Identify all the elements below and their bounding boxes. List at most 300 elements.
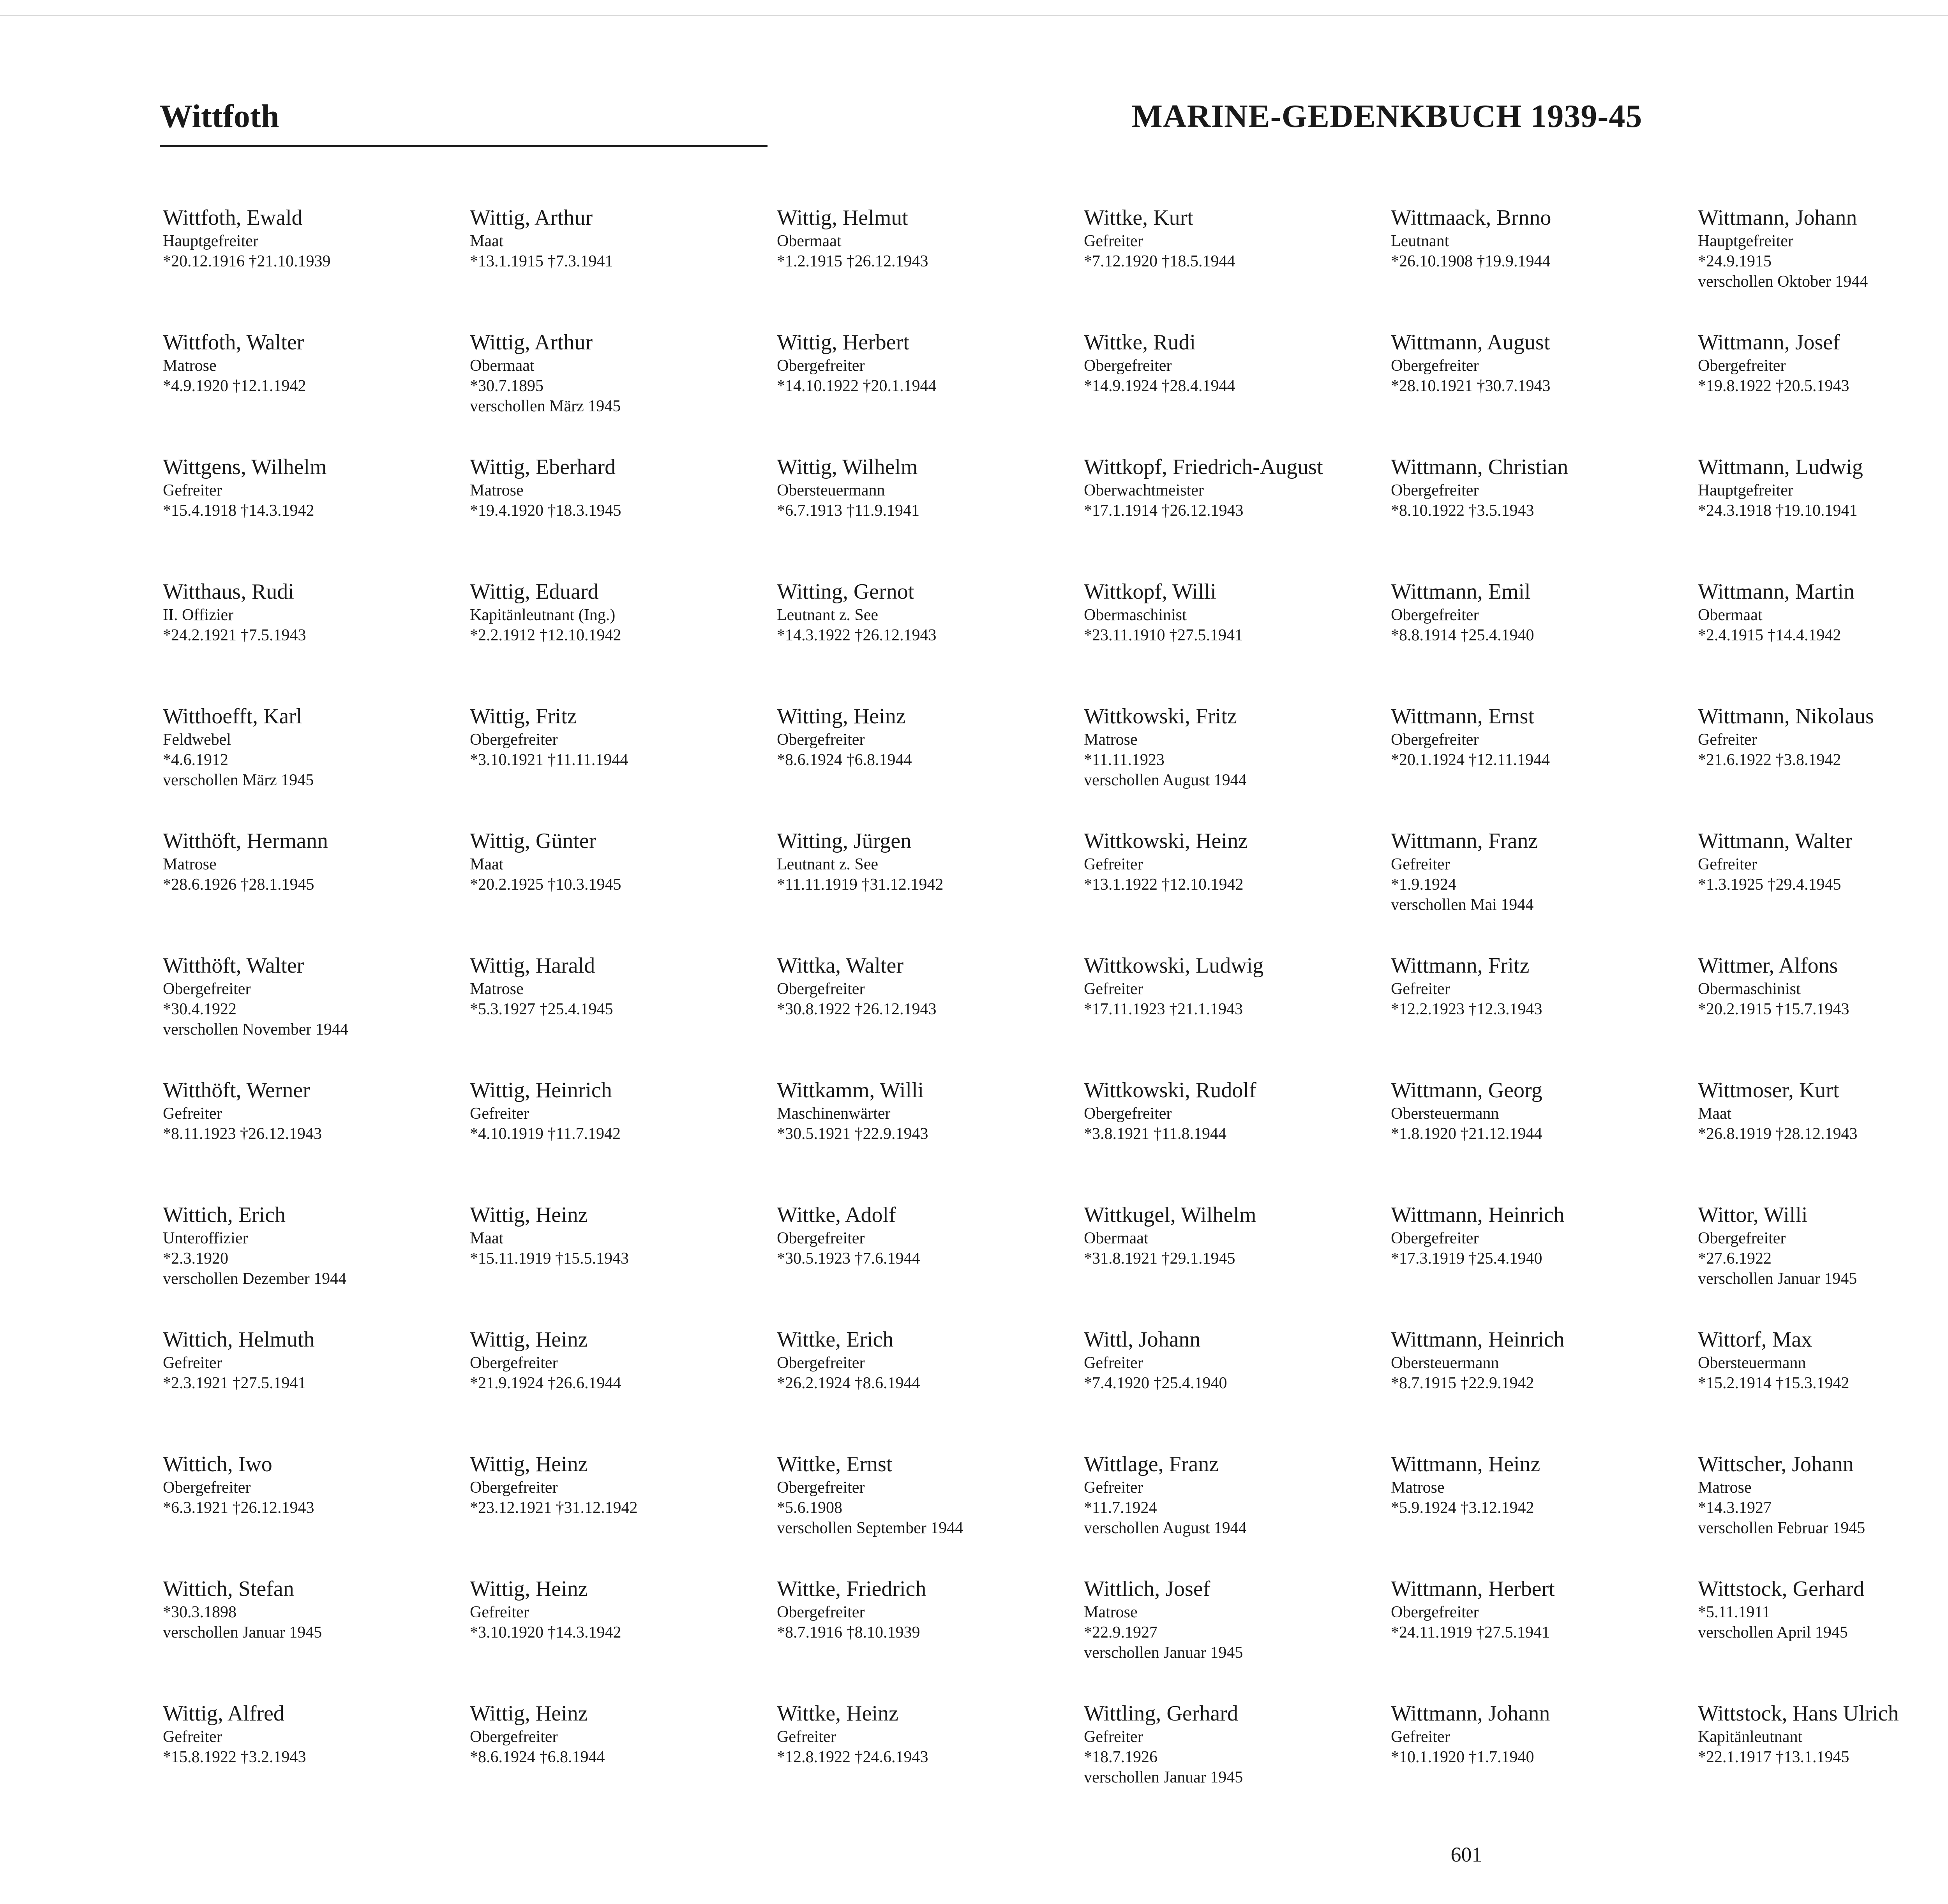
entry-dates: *5.3.1927 †25.4.1945 xyxy=(470,1000,613,1018)
entry-dates: *23.11.1910 †27.5.1941 xyxy=(1084,626,1243,644)
entry-dates: *1.8.1920 †21.12.1944 xyxy=(1391,1125,1542,1143)
entry-rank: Gefreiter xyxy=(1391,855,1450,873)
entry-rank: Obergefreiter xyxy=(163,1479,251,1497)
entry-note: verschollen Januar 1945 xyxy=(1084,1768,1243,1786)
entry-name: Wittkowski, Heinz xyxy=(1084,829,1248,853)
memorial-entry xyxy=(1084,329,1391,454)
memorial-entry xyxy=(163,1451,470,1576)
entry-rank: Gefreiter xyxy=(163,1354,222,1372)
memorial-entry xyxy=(470,329,777,454)
entry-name: Wittmann, Nikolaus xyxy=(1698,704,1874,728)
entry-dates: *26.8.1919 †28.12.1943 xyxy=(1698,1125,1858,1143)
entry-name: Wittke, Heinz xyxy=(777,1701,898,1726)
entry-name: Wittig, Heinz xyxy=(470,1452,588,1476)
memorial-entry xyxy=(163,578,470,703)
entry-name: Witthoefft, Karl xyxy=(163,704,302,728)
entry-dates: *17.3.1919 †25.4.1940 xyxy=(1391,1250,1542,1268)
entry-dates: *2.4.1915 †14.4.1942 xyxy=(1698,626,1841,644)
entry-rank: Obergefreiter xyxy=(777,357,865,375)
entry-dates: *19.8.1922 †20.5.1943 xyxy=(1698,377,1849,395)
memorial-entry xyxy=(1391,454,1698,578)
entry-dates: *20.1.1924 †12.11.1944 xyxy=(1391,751,1550,769)
memorial-entry xyxy=(1391,1202,1698,1326)
entry-rank: Gefreiter xyxy=(1391,1728,1450,1746)
entry-rank: Gefreiter xyxy=(1698,855,1757,873)
entry-dates: *31.8.1921 †29.1.1945 xyxy=(1084,1250,1235,1268)
entry-rank: Gefreiter xyxy=(470,1105,529,1123)
entry-rank: Gefreiter xyxy=(1084,232,1143,250)
entry-dates: *11.11.1923 xyxy=(1084,751,1165,769)
entry-rank: Maschinenwärter xyxy=(777,1105,891,1123)
entry-name: Wittkopf, Friedrich-August xyxy=(1084,455,1323,479)
entry-name: Wittke, Friedrich xyxy=(777,1577,926,1601)
memorial-entry xyxy=(777,1700,1084,1825)
memorial-entry xyxy=(1084,1077,1391,1202)
entry-dates: *30.5.1923 †7.6.1944 xyxy=(777,1250,920,1268)
entry-dates: *12.2.1923 †12.3.1943 xyxy=(1391,1000,1542,1018)
memorial-entries xyxy=(163,205,1948,1825)
entry-name: Wittmann, Fritz xyxy=(1391,954,1530,978)
entry-name: Wittke, Rudi xyxy=(1084,330,1196,354)
entry-dates: *6.7.1913 †11.9.1941 xyxy=(777,502,919,520)
entry-rank: Obergefreiter xyxy=(163,980,251,998)
entry-dates: *3.10.1920 †14.3.1942 xyxy=(470,1624,621,1641)
entry-dates: *26.10.1908 †19.9.1944 xyxy=(1391,252,1551,270)
memorial-entry xyxy=(1084,828,1391,952)
entry-dates: *17.1.1914 †26.12.1943 xyxy=(1084,502,1244,520)
entry-dates: *4.6.1912 xyxy=(163,751,228,769)
entry-dates: *15.2.1914 †15.3.1942 xyxy=(1698,1374,1849,1392)
entry-rank: Obergefreiter xyxy=(470,1354,558,1372)
entry-rank: Leutnant z. See xyxy=(777,606,879,624)
header-first-name: Wittfoth xyxy=(160,98,279,134)
entry-name: Wittmann, Ernst xyxy=(1391,704,1534,728)
entry-rank: Matrose xyxy=(163,357,217,375)
entry-rank: Obergefreiter xyxy=(1698,357,1786,375)
memorial-entry xyxy=(1084,1202,1391,1326)
entry-name: Witthaus, Rudi xyxy=(163,580,294,604)
entry-rank: Obersteuermann xyxy=(1391,1105,1499,1123)
entry-dates: *18.7.1926 xyxy=(1084,1748,1158,1766)
entry-name: Wittkowski, Rudolf xyxy=(1084,1078,1256,1102)
entry-dates: *8.7.1915 †22.9.1942 xyxy=(1391,1374,1534,1392)
entry-name: Wittfoth, Walter xyxy=(163,330,304,354)
memorial-entry xyxy=(1084,1451,1391,1576)
entry-name: Wittmann, Georg xyxy=(1391,1078,1542,1102)
entry-rank: Obergefreiter xyxy=(1084,357,1172,375)
memorial-entry xyxy=(1084,205,1391,329)
entry-rank: Obergefreiter xyxy=(1084,1105,1172,1123)
entry-dates: *3.8.1921 †11.8.1944 xyxy=(1084,1125,1226,1143)
entry-note: verschollen Oktober 1944 xyxy=(1698,273,1868,291)
entry-name: Wittorf, Max xyxy=(1698,1328,1812,1352)
memorial-entry xyxy=(1391,703,1698,828)
entry-name: Witting, Heinz xyxy=(777,704,906,728)
memorial-entry xyxy=(1698,1326,1948,1451)
entry-dates: *12.8.1922 †24.6.1943 xyxy=(777,1748,928,1766)
entry-note: verschollen Dezember 1944 xyxy=(163,1270,347,1288)
entry-name: Wittmann, Heinrich xyxy=(1391,1328,1565,1352)
memorial-entry xyxy=(1698,454,1948,578)
entry-name: Wittke, Ernst xyxy=(777,1452,893,1476)
entry-rank: Gefreiter xyxy=(470,1603,529,1621)
entry-dates: *2.3.1920 xyxy=(163,1250,228,1268)
entry-name: Wittkowski, Fritz xyxy=(1084,704,1237,728)
entry-rank: Gefreiter xyxy=(1084,1354,1143,1372)
entry-note: verschollen Januar 1945 xyxy=(1698,1270,1857,1288)
memorial-entry xyxy=(777,454,1084,578)
entry-note: verschollen Januar 1945 xyxy=(163,1624,322,1641)
memorial-entry xyxy=(1698,578,1948,703)
entry-dates: *21.6.1922 †3.8.1942 xyxy=(1698,751,1841,769)
memorial-entry xyxy=(163,1326,470,1451)
memorial-entry xyxy=(163,952,470,1077)
entry-name: Wittig, Fritz xyxy=(470,704,577,728)
memorial-entry xyxy=(1084,952,1391,1077)
entry-dates: *10.1.1920 †1.7.1940 xyxy=(1391,1748,1534,1766)
entry-rank: Gefreiter xyxy=(163,1105,222,1123)
memorial-entry xyxy=(470,1576,777,1700)
entry-dates: *22.1.1917 †13.1.1945 xyxy=(1698,1748,1849,1766)
entry-rank: Gefreiter xyxy=(1698,731,1757,749)
memorial-entry xyxy=(470,1202,777,1326)
entry-rank: Kapitänleutnant xyxy=(1698,1728,1803,1746)
entry-name: Wittlich, Josef xyxy=(1084,1577,1210,1601)
entry-name: Wittmann, Johann xyxy=(1391,1701,1550,1726)
entry-rank: Matrose xyxy=(1084,731,1138,749)
entry-name: Wittkowski, Ludwig xyxy=(1084,954,1264,978)
memorial-entry xyxy=(163,1700,470,1825)
entry-dates: *27.6.1922 xyxy=(1698,1250,1772,1268)
entry-name: Wittmann, Josef xyxy=(1698,330,1840,354)
entry-name: Wittmaack, Brnno xyxy=(1391,206,1551,230)
entry-note: verschollen März 1945 xyxy=(470,397,621,415)
memorial-entry xyxy=(777,1077,1084,1202)
memorial-entry xyxy=(470,1326,777,1451)
entry-name: Witting, Gernot xyxy=(777,580,914,604)
entry-name: Wittig, Arthur xyxy=(470,206,593,230)
memorial-entry xyxy=(1084,1576,1391,1700)
entry-dates: *15.4.1918 †14.3.1942 xyxy=(163,502,314,520)
entry-rank: Gefreiter xyxy=(1084,1728,1143,1746)
entry-dates: *30.7.1895 xyxy=(470,377,543,395)
entry-name: Wittig, Eberhard xyxy=(470,455,616,479)
entry-dates: *26.2.1924 †8.6.1944 xyxy=(777,1374,920,1392)
entry-rank: Hauptgefreiter xyxy=(163,232,258,250)
entry-dates: *1.3.1925 †29.4.1945 xyxy=(1698,876,1841,894)
entry-rank: Matrose xyxy=(163,855,217,873)
memorial-entry xyxy=(1084,454,1391,578)
entry-rank: Obermaat xyxy=(777,232,842,250)
entry-rank: Obergefreiter xyxy=(777,980,865,998)
entry-rank: Obermaschinist xyxy=(1698,980,1801,998)
page-edge-top xyxy=(0,15,1948,16)
memorial-entry xyxy=(1084,578,1391,703)
entry-name: Wittke, Erich xyxy=(777,1328,894,1352)
memorial-entry xyxy=(1084,703,1391,828)
entry-name: Wittich, Iwo xyxy=(163,1452,272,1476)
entry-dates: *2.2.1912 †12.10.1942 xyxy=(470,626,621,644)
entry-name: Wittig, Günter xyxy=(470,829,596,853)
entry-name: Wittmann, Herbert xyxy=(1391,1577,1555,1601)
entry-name: Wittmann, Christian xyxy=(1391,455,1569,479)
entry-dates: *30.4.1922 xyxy=(163,1000,236,1018)
entry-dates: *14.3.1927 xyxy=(1698,1499,1772,1517)
entry-rank: Obergefreiter xyxy=(1391,731,1479,749)
entry-dates: *24.2.1921 †7.5.1943 xyxy=(163,626,306,644)
entry-name: Wittmer, Alfons xyxy=(1698,954,1838,978)
entry-rank: Obergefreiter xyxy=(1391,481,1479,499)
entry-name: Wittig, Harald xyxy=(470,954,595,978)
memorial-entry xyxy=(1698,1202,1948,1326)
memorial-entry xyxy=(1084,1326,1391,1451)
entry-rank: Obersteuermann xyxy=(1698,1354,1806,1372)
entry-name: Wittmann, Heinrich xyxy=(1391,1203,1565,1227)
memorial-entry xyxy=(470,205,777,329)
entry-dates: *28.10.1921 †30.7.1943 xyxy=(1391,377,1551,395)
entry-name: Wittmann, Johann xyxy=(1698,206,1857,230)
entry-rank: Obermaat xyxy=(470,357,535,375)
entry-rank: Hauptgefreiter xyxy=(1698,232,1793,250)
entry-note: verschollen Februar 1945 xyxy=(1698,1519,1865,1537)
entry-note: verschollen Mai 1944 xyxy=(1391,896,1534,914)
memorial-entry xyxy=(470,1451,777,1576)
entry-dates: *4.9.1920 †12.1.1942 xyxy=(163,377,306,395)
entry-dates: *8.6.1924 †6.8.1944 xyxy=(470,1748,605,1766)
memorial-entry xyxy=(777,1576,1084,1700)
entry-name: Wittig, Heinz xyxy=(470,1328,588,1352)
memorial-entry xyxy=(163,1202,470,1326)
entry-dates: *8.11.1923 †26.12.1943 xyxy=(163,1125,322,1143)
entry-name: Wittmann, Martin xyxy=(1698,580,1855,604)
entry-rank: Obergefreiter xyxy=(777,1229,865,1247)
entry-dates: *14.10.1922 †20.1.1944 xyxy=(777,377,937,395)
memorial-entry xyxy=(1698,1451,1948,1576)
entry-name: Wittkugel, Wilhelm xyxy=(1084,1203,1256,1227)
entry-rank: Maat xyxy=(470,232,504,250)
memorial-entry xyxy=(777,578,1084,703)
entry-rank: Obergefreiter xyxy=(1391,1229,1479,1247)
entry-dates: *20.2.1915 †15.7.1943 xyxy=(1698,1000,1849,1018)
entry-dates: *24.3.1918 †19.10.1941 xyxy=(1698,502,1858,520)
entry-dates: *28.6.1926 †28.1.1945 xyxy=(163,876,314,894)
entry-dates: *7.12.1920 †18.5.1944 xyxy=(1084,252,1235,270)
entry-name: Wittfoth, Ewald xyxy=(163,206,303,230)
entry-rank: Gefreiter xyxy=(1084,855,1143,873)
entry-dates: *24.11.1919 †27.5.1941 xyxy=(1391,1624,1550,1641)
memorial-entry xyxy=(163,703,470,828)
entry-name: Wittmann, Walter xyxy=(1698,829,1853,853)
entry-name: Wittlage, Franz xyxy=(1084,1452,1219,1476)
entry-dates: *8.10.1922 †3.5.1943 xyxy=(1391,502,1534,520)
entry-note: verschollen März 1945 xyxy=(163,771,314,789)
page-header xyxy=(160,97,1948,152)
entry-rank: Oberwachtmeister xyxy=(1084,481,1204,499)
entry-rank: Matrose xyxy=(1084,1603,1138,1621)
entry-name: Wittig, Alfred xyxy=(163,1701,284,1726)
entry-dates: *5.6.1908 xyxy=(777,1499,842,1517)
entry-rank: Obergefreiter xyxy=(777,1479,865,1497)
memorial-entry xyxy=(1084,1700,1391,1825)
memorial-entry xyxy=(470,1077,777,1202)
entry-note: verschollen August 1944 xyxy=(1084,771,1247,789)
entry-rank: Matrose xyxy=(470,481,524,499)
entry-rank: Obergefreiter xyxy=(470,731,558,749)
entry-name: Wittstock, Hans Ulrich xyxy=(1698,1701,1899,1726)
entry-name: Witthöft, Walter xyxy=(163,954,304,978)
entry-rank: Feldwebel xyxy=(163,731,231,749)
entry-dates: *11.7.1924 xyxy=(1084,1499,1157,1517)
entry-rank: Obergefreiter xyxy=(1698,1229,1786,1247)
entry-dates: *1.9.1924 xyxy=(1391,876,1456,894)
memorial-entry xyxy=(163,329,470,454)
entry-dates: *5.9.1924 †3.12.1942 xyxy=(1391,1499,1534,1517)
entry-name: Wittling, Gerhard xyxy=(1084,1701,1238,1726)
memorial-entry xyxy=(1391,1576,1698,1700)
entry-rank: Maat xyxy=(470,855,504,873)
entry-rank: Maat xyxy=(470,1229,504,1247)
entry-rank: Obergefreiter xyxy=(1391,1603,1479,1621)
memorial-entry xyxy=(1391,828,1698,952)
entry-dates: *14.3.1922 †26.12.1943 xyxy=(777,626,937,644)
entry-dates: *6.3.1921 †26.12.1943 xyxy=(163,1499,314,1517)
entry-rank: Gefreiter xyxy=(1084,1479,1143,1497)
entry-dates: *24.9.1915 xyxy=(1698,252,1772,270)
memorial-entry xyxy=(163,454,470,578)
entry-dates: *15.11.1919 †15.5.1943 xyxy=(470,1250,629,1268)
entry-rank: Leutnant xyxy=(1391,232,1449,250)
memorial-entry xyxy=(163,828,470,952)
entry-dates: *30.3.1898 xyxy=(163,1603,236,1621)
entry-name: Wittkamm, Willi xyxy=(777,1078,924,1102)
entry-rank: Gefreiter xyxy=(777,1728,836,1746)
entry-name: Wittig, Helmut xyxy=(777,206,908,230)
memorial-entry xyxy=(1391,1077,1698,1202)
memorial-entry xyxy=(1391,578,1698,703)
entry-dates: *11.11.1919 †31.12.1942 xyxy=(777,876,944,894)
entry-dates: *17.11.1923 †21.1.1943 xyxy=(1084,1000,1243,1018)
entry-name: Wittgens, Wilhelm xyxy=(163,455,327,479)
entry-name: Wittkopf, Willi xyxy=(1084,580,1216,604)
entry-name: Wittig, Heinz xyxy=(470,1577,588,1601)
memorial-entry xyxy=(1698,828,1948,952)
entry-note: verschollen April 1945 xyxy=(1698,1624,1848,1641)
entry-dates: *21.9.1924 †26.6.1944 xyxy=(470,1374,621,1392)
entry-rank: Gefreiter xyxy=(163,481,222,499)
memorial-entry xyxy=(1391,329,1698,454)
entry-name: Witthöft, Hermann xyxy=(163,829,328,853)
memorial-entry xyxy=(1698,1077,1948,1202)
entry-name: Witting, Jürgen xyxy=(777,829,912,853)
memorial-entry xyxy=(163,1077,470,1202)
entry-dates: *20.2.1925 †10.3.1945 xyxy=(470,876,621,894)
entry-name: Wittmann, August xyxy=(1391,330,1550,354)
entry-note: verschollen November 1944 xyxy=(163,1021,348,1038)
entry-name: Wittmann, Ludwig xyxy=(1698,455,1863,479)
entry-rank: Obermaat xyxy=(1084,1229,1149,1247)
entry-dates: *5.11.1911 xyxy=(1698,1603,1770,1621)
page-number: 601 xyxy=(1450,1843,1482,1866)
entry-name: Wittig, Heinz xyxy=(470,1701,588,1726)
entry-dates: *3.10.1921 †11.11.1944 xyxy=(470,751,628,769)
entry-name: Wittstock, Gerhard xyxy=(1698,1577,1864,1601)
entry-name: Wittich, Stefan xyxy=(163,1577,294,1601)
entry-rank: Gefreiter xyxy=(1084,980,1143,998)
memorial-entry xyxy=(1698,1576,1948,1700)
entry-name: Wittor, Willi xyxy=(1698,1203,1808,1227)
entry-rank: Obergefreiter xyxy=(1391,357,1479,375)
memorial-entry xyxy=(470,578,777,703)
memorial-entry xyxy=(777,205,1084,329)
entry-name: Wittig, Heinz xyxy=(470,1203,588,1227)
entry-dates: *13.1.1915 †7.3.1941 xyxy=(470,252,613,270)
memorial-entry xyxy=(1698,703,1948,828)
entry-dates: *7.4.1920 †25.4.1940 xyxy=(1084,1374,1227,1392)
entry-dates: *19.4.1920 †18.3.1945 xyxy=(470,502,621,520)
memorial-entry xyxy=(470,703,777,828)
entry-rank: Obergefreiter xyxy=(777,731,865,749)
memorial-entry xyxy=(777,828,1084,952)
entry-dates: *8.7.1916 †8.10.1939 xyxy=(777,1624,920,1641)
entry-note: verschollen August 1944 xyxy=(1084,1519,1247,1537)
entry-name: Witthöft, Werner xyxy=(163,1078,310,1102)
entry-name: Wittl, Johann xyxy=(1084,1328,1201,1352)
entry-name: Wittig, Wilhelm xyxy=(777,455,918,479)
entry-rank: Obersteuermann xyxy=(777,481,885,499)
entry-dates: *13.1.1922 †12.10.1942 xyxy=(1084,876,1244,894)
memorial-entry xyxy=(777,1202,1084,1326)
entry-dates: *8.6.1924 †6.8.1944 xyxy=(777,751,912,769)
memorial-entry xyxy=(470,828,777,952)
entry-rank: Kapitänleutnant (Ing.) xyxy=(470,606,616,624)
entry-dates: *4.10.1919 †11.7.1942 xyxy=(470,1125,621,1143)
entry-rank: Obergefreiter xyxy=(470,1728,558,1746)
entry-rank: Matrose xyxy=(1698,1479,1752,1497)
entry-dates: *1.2.1915 †26.12.1943 xyxy=(777,252,928,270)
entry-rank: Obersteuermann xyxy=(1391,1354,1499,1372)
memorial-entry xyxy=(470,454,777,578)
entry-name: Wittke, Adolf xyxy=(777,1203,896,1227)
header-rule-left xyxy=(160,145,768,147)
entry-rank: Obermaat xyxy=(1698,606,1763,624)
entry-name: Wittig, Eduard xyxy=(470,580,599,604)
entry-name: Wittig, Herbert xyxy=(777,330,909,354)
memorial-entry xyxy=(1698,1700,1948,1825)
entry-note: verschollen Januar 1945 xyxy=(1084,1644,1243,1662)
entry-name: Wittka, Walter xyxy=(777,954,903,978)
entry-rank: Gefreiter xyxy=(163,1728,222,1746)
entry-rank: Leutnant z. See xyxy=(777,855,879,873)
entry-dates: *30.5.1921 †22.9.1943 xyxy=(777,1125,928,1143)
entry-rank: Obergefreiter xyxy=(777,1354,865,1372)
entry-rank: Obergefreiter xyxy=(1391,606,1479,624)
memorial-entry xyxy=(1698,205,1948,329)
memorial-entry xyxy=(777,703,1084,828)
entry-rank: Gefreiter xyxy=(1391,980,1450,998)
entry-dates: *30.8.1922 †26.12.1943 xyxy=(777,1000,937,1018)
entry-name: Wittig, Arthur xyxy=(470,330,593,354)
entry-dates: *22.9.1927 xyxy=(1084,1624,1158,1641)
memorial-entry xyxy=(1391,205,1698,329)
memorial-entry xyxy=(1698,329,1948,454)
entry-rank: Unteroffizier xyxy=(163,1229,248,1247)
memorial-entry xyxy=(470,1700,777,1825)
entry-dates: *14.9.1924 †28.4.1944 xyxy=(1084,377,1235,395)
entry-name: Wittke, Kurt xyxy=(1084,206,1193,230)
memorial-entry xyxy=(777,952,1084,1077)
entry-rank: Maat xyxy=(1698,1105,1732,1123)
memorial-entry xyxy=(1391,952,1698,1077)
